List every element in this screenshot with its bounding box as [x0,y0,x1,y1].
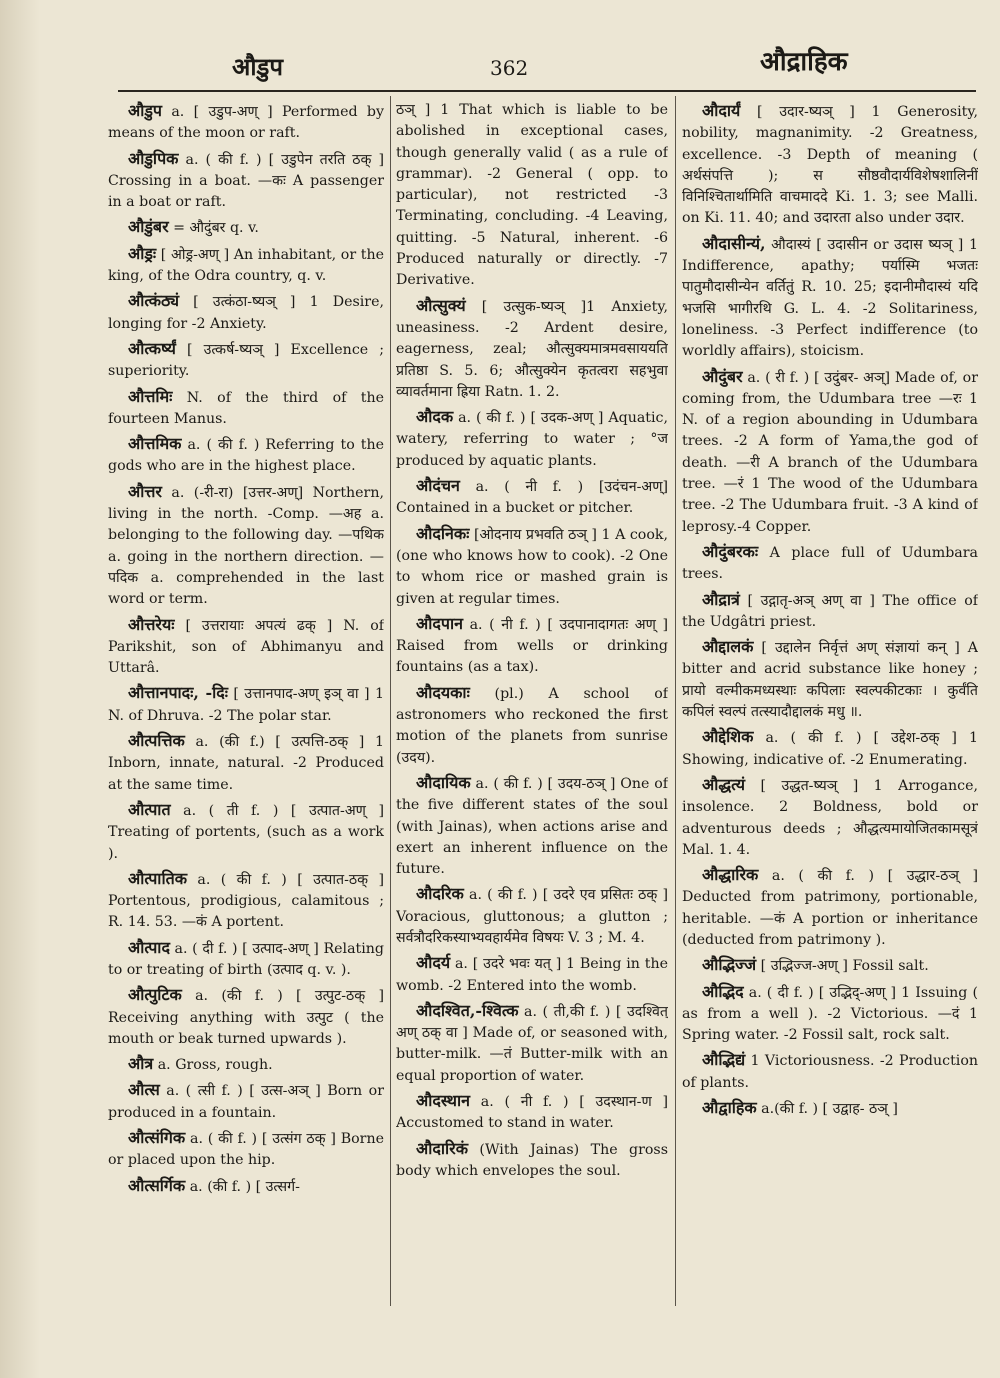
entry-headword: औडुप [128,101,163,120]
page-number: 362 [490,56,529,80]
dictionary-entry [108,338,384,383]
entry-headword: औत्स [128,1080,160,1100]
dictionary-entry [396,475,668,520]
header-right-word: औद्राहिक [760,47,848,77]
dictionary-entry [396,772,668,880]
dictionary-entry [108,1175,384,1198]
entry-definition: [ उत्तानपाद-अण् इञ् वा ] 1 N. of Dhruva. -2 The polar star. [108,686,384,724]
entry-definition: A place full of Udumbara trees. [682,544,978,583]
dictionary-entry [108,614,384,680]
dictionary-entry [682,954,978,977]
page-edge-shadow [0,0,40,1378]
entry-headword: औदनिकः [416,523,470,543]
running-head [0,40,1000,90]
entry-headword: औद्भिद्यं [702,1050,746,1070]
entry-definition: [ उद्भिज्ज-अण् ] Fossil salt. [756,958,929,975]
dictionary-entry [682,726,978,771]
dictionary-entry [108,148,384,214]
dictionary-entry [682,981,978,1047]
entry-definition: a. ( की f. ) [ उत्संग ठक् ] Borne or placed upon the hip. [108,1131,384,1169]
entry-definition: a. ( त्सी f. ) [ उत्स-अञ् ] Born or produced in a fountain. [108,1083,384,1121]
dictionary-entry [108,216,384,239]
dictionary-entry [682,366,978,538]
dictionary-entry [108,1053,384,1076]
entry-headword: औद्धारिक [702,865,759,885]
entry-definition: a. Gross, rough. [153,1057,273,1074]
column-3 [682,100,978,1312]
entry-definition: a. ( ती f. ) [ उत्पात-अण् ] Treating of portents, (such as a work ). [108,802,384,862]
entry-headword: औडुंबर [128,217,169,237]
dictionary-entry [396,613,668,679]
entry-definition: a. ( की f. ) [ उत्पात-ठक् ] Portentous, prodigious, calamitous ; R. 14. 53. —कं A portent. [108,871,384,931]
dictionary-entry [682,589,978,634]
entry-definition: a. ( दी f. ) [ उद्भिद्-अण् ] 1 Issuing ( as from a well ). -2 Victorious. —दं 1 Spring water. -2 Fossil salt, rock salt. [682,984,978,1044]
dictionary-entry [108,730,384,796]
entry-headword: औत्पत्तिक [128,731,185,751]
column-divider-1 [390,96,391,1306]
entry-definition: 1 Victoriousness. -2 Production of plants. [682,1053,978,1091]
entry-headword: औद्धत्यं [702,774,746,794]
dictionary-entry [682,636,978,723]
entry-headword: औत्कर्ष्यं [128,338,176,358]
entry-definition: [ उद्दालेन निर्वृत्तं अण् संज्ञायां कन् ] A bitter and acrid substance like honey ; प्रायो वल्मीकमध्यस्थाः कपिलाः स्वल्पकीटकाः । कुर्वंति कपिलं स्वल्पं तत्स्यादौद्दालकं मधु ॥. [682,640,978,721]
column-1 [108,100,384,1312]
entry-headword: औदश्वित,-श्वित्क [416,1000,519,1020]
entry-headword: औदायिक [416,772,471,792]
entry-headword: औत्तमिः [128,386,173,406]
dictionary-entry [108,1079,384,1124]
dictionary-entry [396,1138,668,1183]
dictionary-entry [682,541,978,586]
entry-definition: a. (की f. ) [ उत्पुट-ठक् ] Receiving anything with उत्पुट ( the mouth or beak turned upwards ). [108,988,384,1047]
entry-definition: a. ( की f. ) [ उद्देश-ठक् ] 1 Showing, indicative of. -2 Enumerating. [682,730,978,768]
entry-definition: [ उत्सुक-ष्यञ् ]1 Anxiety, uneasiness. -2 Ardent desire, eagerness, zeal; औत्सुक्यमात्रमवसाययति प्रतिष्ठा S. 5. 6; औत्सुक्येन कृतत्वरा सहभुवा व्यावर्तमाना ह्रिया Ratn. 1. 2. [396,298,668,400]
entry-headword: औत्पात [128,799,171,819]
dictionary-entry [108,868,384,934]
dictionary-entry [682,100,978,230]
entry-headword: औत्पातिक [128,868,187,888]
entry-definition: a. (की f. ) [ उत्सर्ग- [185,1178,300,1195]
entry-headword: औत्कंठ्यं [128,291,180,311]
entry-headword: औत्तर [128,481,162,501]
dictionary-entry [108,243,384,288]
entry-definition: a. ( की f. ) [ उदरे एव प्रसितः ठक् ] Voracious, gluttonous; a glutton ; सर्वत्रौदरिकस्याभ्यवहार्यमेव विषयः V. 3 ; M. 4. [396,887,668,946]
entry-definition: a. ( की f. ) Referring to the gods who are in the highest place. [108,437,384,475]
entry-headword: औदुंबर [702,366,743,386]
entry-headword: औत्संगिक [128,1128,186,1148]
entry-definition: ठञ् ] 1 That which is liable to be abolished in exceptional cases, though generally valid ( as a rule of grammar). -2 General ( opp. to particular), not restricted -3 Terminating, concluding. -4 Leaving, quitting. -5 Natural, inherent. -6 Produced naturally or directly. -7 Derivative. [396,102,668,289]
dictionary-entry [396,883,668,949]
entry-headword: औद्दालकं [702,637,754,657]
dictionary-entry [682,1049,978,1094]
entry-definition: a. ( की f. ) [ उद्धार-ठञ् ] Deducted from patrimony, portionable, heritable. —कं A portion or inheritance (deducted from patrimony ). [682,868,978,948]
entry-definition: N. of the third of the fourteen Manus. [108,389,384,427]
header-rule [118,90,976,92]
dictionary-entry [108,1127,384,1172]
entry-definition: a. ( दी f. ) [ उत्पाद-अण् ] Relating to or treating of birth (उत्पाद q. v. ). [108,940,384,978]
entry-definition: a. [ उडुप-अण् ] Performed by means of the moon or raft. [108,104,384,142]
dictionary-entry [396,523,668,610]
entry-headword: औत्सर्गिक [128,1175,186,1195]
header-left-word: औडुप [232,52,284,81]
dictionary-entry [682,1097,978,1120]
entry-headword: औद्भिद [702,981,744,1001]
dictionary-entry [396,100,668,292]
dictionary-entry [682,864,978,951]
entry-headword: औत्पाद [128,937,170,957]
entry-definition: a. (की f.) [ उत्पत्ति-ठक् ] 1 Inborn, innate, natural. -2 Produced at the same time. [108,734,384,793]
entry-definition: [ उदार-ष्यञ् ] 1 Generosity, nobility, magnanimity. -2 Greatness, excellence. -3 Depth of meaning ( अर्थसंपत्ति ); स सौष्ठवौदार्यविशेषशालिनीं विनिश्चितार्थामिति वाचमाददे Ki. 1. 3; see Malli. on Ki. 11. 40; and उदारता also under उदार. [682,104,978,227]
entry-definition: a. ( नी f. ) [ उदस्थान-ण ] Accustomed to stand in water. [396,1094,668,1132]
entry-definition: a. ( री f. ) [ उदुंबर- अञ्] Made of, or coming from, the Udumbara tree —रः 1 N. of a region abounding in Udumbara trees. -2 A form of Yama,the god of death. —री A branch of the Udumbara tree. —रं 1 The wood of the Udumbara tree. -2 The Udumbara fruit. -3 A kind of leprosy.-4 Copper. [682,369,978,535]
entry-definition: a. (-री-रा) [उत्तर-अण्] Northern, living in the north. -Comp. —अह a. belonging to the following day. —पथिक a. going in the northern direction. —पदिक a. comprehended in the last word or term. [108,484,384,608]
entry-headword: औद्देशिक [702,727,754,747]
entry-definition: a.(की f. ) [ उद्वाह- ठञ् ] [756,1101,898,1118]
entry-headword: औदार्यं [702,101,741,120]
entry-headword: औत्तमिक [128,434,182,454]
entry-definition: औदास्यं [ उदासीन or उदास ष्यञ् ] 1 Indifference, apathy; पर्यास्मि भजतः पातुमौदासीन्येन वर्तितुं R. 10. 25; इदानीमौदास्यं यदि भजसि भागीरथि G. L. 4. -2 Solitariness, loneliness. -3 Perfect indifference (to worldly affairs), stoicism. [682,236,978,360]
dictionary-entry [396,682,668,769]
entry-definition: a. [ उदरे भवः यत् ] 1 Being in the womb. -2 Entered into the womb. [396,956,668,994]
entry-headword: औदासीन्यं, [702,233,766,253]
entry-headword: औद्भिज्जं [702,955,757,975]
dictionary-entry [396,295,668,403]
entry-definition: a. ( की f. ) [ उदक-अण् ] Aquatic, watery, referring to water ; °ज produced by aquatic plants. [396,410,668,469]
entry-headword: औदक [416,407,454,427]
dictionary-entry [396,1090,668,1135]
dictionary-entry [682,774,978,861]
entry-definition: a. ( ती,की f. ) [ उदश्वित् अण् ठक् वा ] Made of, or seasoned with, butter-milk. —तं Butter-milk with an equal proportion of water. [396,1003,668,1084]
entry-definition: [ उत्कर्ष-ष्यञ् ] Excellence ; superiority. [108,341,384,380]
dictionary-entry [108,386,384,431]
dictionary-entry [108,799,384,865]
entry-headword: औडुपिक [128,148,179,168]
entry-definition: a. ( की f. ) [ उडुपेन तरति ठक् ] Crossing in a boat. —कः A passenger in a boat or raft. [108,151,384,211]
dictionary-entry [108,937,384,982]
entry-definition: a. ( की f. ) [ उदय-ठञ् ] One of the five different states of the soul (with Jainas), when actions arise and exert an inherent influence on the future. [396,775,668,878]
entry-headword: औद्रात्रं [702,589,740,609]
dictionary-entry [108,481,384,611]
dictionary-entry [396,1000,668,1087]
entry-headword: औदर्य [416,953,451,973]
dictionary-entry [108,682,384,727]
entry-headword: औदयकाः [416,682,470,702]
dictionary-entry [396,952,668,997]
entry-definition: [ उद्गातृ-अञ् अण् वा ] The office of the Udgâtri priest. [682,592,978,630]
entry-headword: औत्तानपादः, -दिः [128,683,228,703]
entry-definition: a. ( नी f. ) [उदंचन-अण्] Contained in a bucket or pitcher. [396,479,668,517]
entry-definition: [ओदनाय प्रभवति ठञ् ] 1 A cook, (one who knows how to cook). -2 One to whom rice or mashed grain is given at regular times. [396,526,668,607]
entry-definition: (With Jainas) The gross body which envelopes the soul. [396,1141,668,1179]
entry-headword: औत्र [128,1054,154,1074]
entry-headword: औत्तरेयः [128,614,175,634]
dictionary-entry [108,100,384,145]
entry-headword: औदरिक [416,884,464,904]
entry-headword: औदंचन [416,476,460,496]
entry-definition: [ ओड्र-अण् ] An inhabitant, or the king, of the Odra country, q. v. [108,246,384,285]
entry-definition: [ उत्कंठा-ष्यञ् ] 1 Desire, longing for -2 Anxiety. [108,294,384,332]
dictionary-entry [108,290,384,335]
column-2 [396,100,668,1312]
entry-headword: औत्पुटिक [128,985,182,1005]
entry-headword: औत्सुक्यं [416,295,466,315]
entry-definition: a. ( नी f. ) [ उदपानादागतः अण् ] Raised from wells or drinking fountains (as a tax). [396,616,668,676]
entry-definition: = औदुंबर q. v. [168,220,259,237]
entry-definition: (pl.) A school of astronomers who reckoned the first motion of the planets from sunrise (उदय). [396,685,668,766]
dictionary-entry [108,984,384,1050]
entry-headword: औद्वाहिक [702,1098,757,1118]
entry-headword: औदुंबरकः [702,541,759,561]
dictionary-entry [396,406,668,472]
dictionary-entry [682,233,978,363]
entry-headword: औदारिकं [416,1138,468,1158]
entry-headword: औड्रः [128,243,157,263]
column-divider-2 [675,96,676,1306]
entry-definition: [ उत्तरायाः अपत्यं ढक् ] N. of Parikshit, son of Abhimanyu and Uttarâ. [108,617,384,677]
entry-headword: औदपान [416,613,463,633]
entry-headword: औदस्थान [416,1091,471,1111]
dictionary-entry [108,433,384,478]
entry-definition: [ उद्धत-ष्यञ् ] 1 Arrogance, insolence. 2 Boldness, bold or adventurous deeds ; औद्धत्यमायोजितकामसूत्रं Mal. 1. 4. [682,777,978,858]
